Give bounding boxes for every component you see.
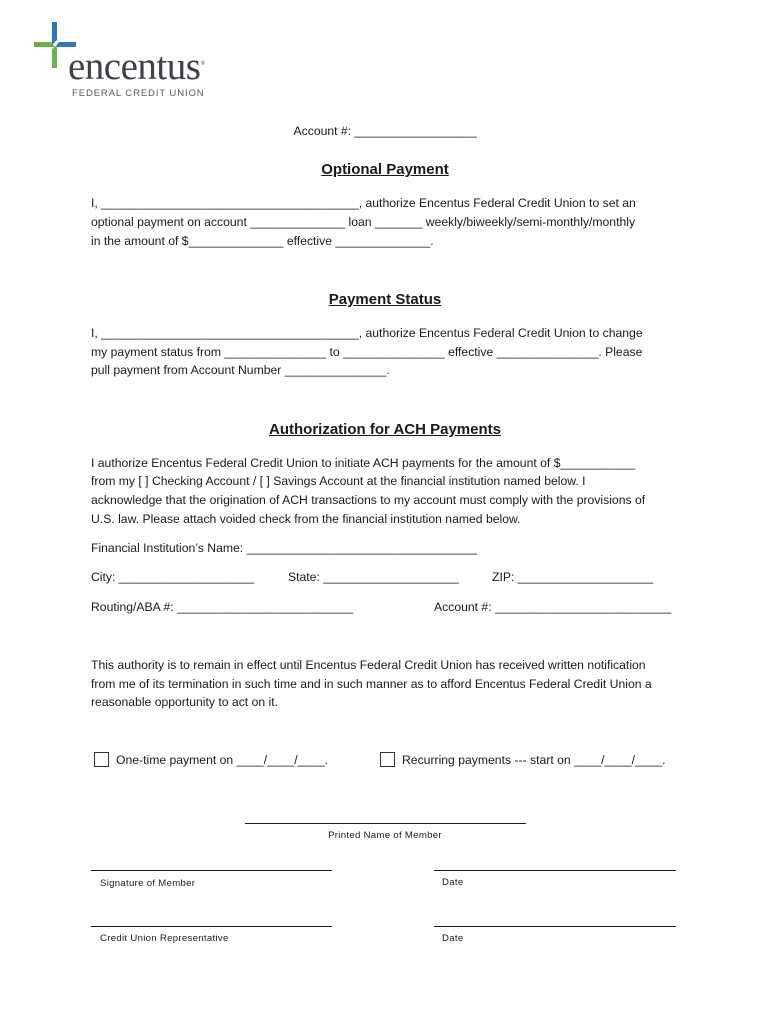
city-field[interactable]: City: ____________________ [91, 570, 255, 584]
account-number-line: Account #: __________________ [293, 124, 477, 138]
authority-line: This authority is to remain in effect until Encentus Federal Credit Union has received written notification [91, 658, 646, 672]
payment-status-line: pull payment from Account Number _______________. [91, 363, 390, 377]
ach-paragraph-line: I authorize Encentus Federal Credit Union to initiate ACH payments for the amount of $___________ [91, 456, 636, 470]
printed-name-line[interactable] [245, 823, 526, 824]
optional-payment-line: I, ______________________________________, authorize Encentus Federal Credit Union to set an [91, 196, 636, 210]
payment-status-line: my payment status from _______________ to _______________ effective _______________. Please [91, 345, 643, 359]
payment-status-line: I, ______________________________________, authorize Encentus Federal Credit Union to change [91, 326, 643, 340]
authority-line: reasonable opportunity to act on it. [91, 695, 278, 709]
authority-line: from me of its termination in such time and in such manner as to afford Encentus Federal Credit Union a [91, 677, 652, 691]
rep-signature-label: Credit Union Representative [100, 933, 229, 944]
state-field[interactable]: State: ____________________ [288, 570, 459, 584]
recurring-payments-checkbox[interactable] [380, 752, 395, 767]
ach-paragraph-line: U.S. law. Please attach voided check from the financial institution named below. [91, 512, 521, 526]
recurring-payments-label: Recurring payments --- start on ____/____/____. [402, 753, 666, 767]
ach-heading: Authorization for ACH Payments [269, 421, 501, 438]
one-time-payment-label: One-time payment on ____/____/____. [116, 753, 329, 767]
ach-paragraph-line: from my [ ] Checking Account / [ ] Savings Account at the financial institution named below. I [91, 474, 586, 488]
one-time-payment-checkbox[interactable] [94, 752, 109, 767]
rep-date-label: Date [442, 933, 464, 944]
member-date-line[interactable] [434, 870, 676, 871]
rep-signature-line[interactable] [91, 926, 332, 927]
routing-field[interactable]: Routing/ABA #: __________________________ [91, 600, 354, 614]
logo-subtitle: FEDERAL CREDIT UNION [72, 88, 205, 99]
ach-account-field[interactable]: Account #: __________________________ [434, 600, 672, 614]
optional-payment-heading: Optional Payment [321, 161, 449, 178]
ach-paragraph-line: acknowledge that the origination of ACH transactions to my account must comply with the provisions of [91, 493, 646, 507]
zip-field[interactable]: ZIP: ____________________ [492, 570, 654, 584]
payment-status-heading: Payment Status [328, 291, 442, 308]
printed-name-label: Printed Name of Member [328, 830, 442, 841]
member-date-label: Date [442, 877, 464, 888]
rep-date-line[interactable] [434, 926, 676, 927]
logo-wordmark: encentus® [68, 45, 205, 88]
member-signature-line[interactable] [91, 870, 332, 871]
member-signature-label: Signature of Member [100, 878, 196, 889]
optional-payment-line: in the amount of $______________ effective ______________. [91, 234, 434, 248]
optional-payment-line: optional payment on account ______________ loan _______ weekly/biweekly/semi-monthly/monthly [91, 215, 636, 229]
institution-name-field[interactable]: Financial Institution’s Name: __________________________________ [91, 541, 478, 555]
